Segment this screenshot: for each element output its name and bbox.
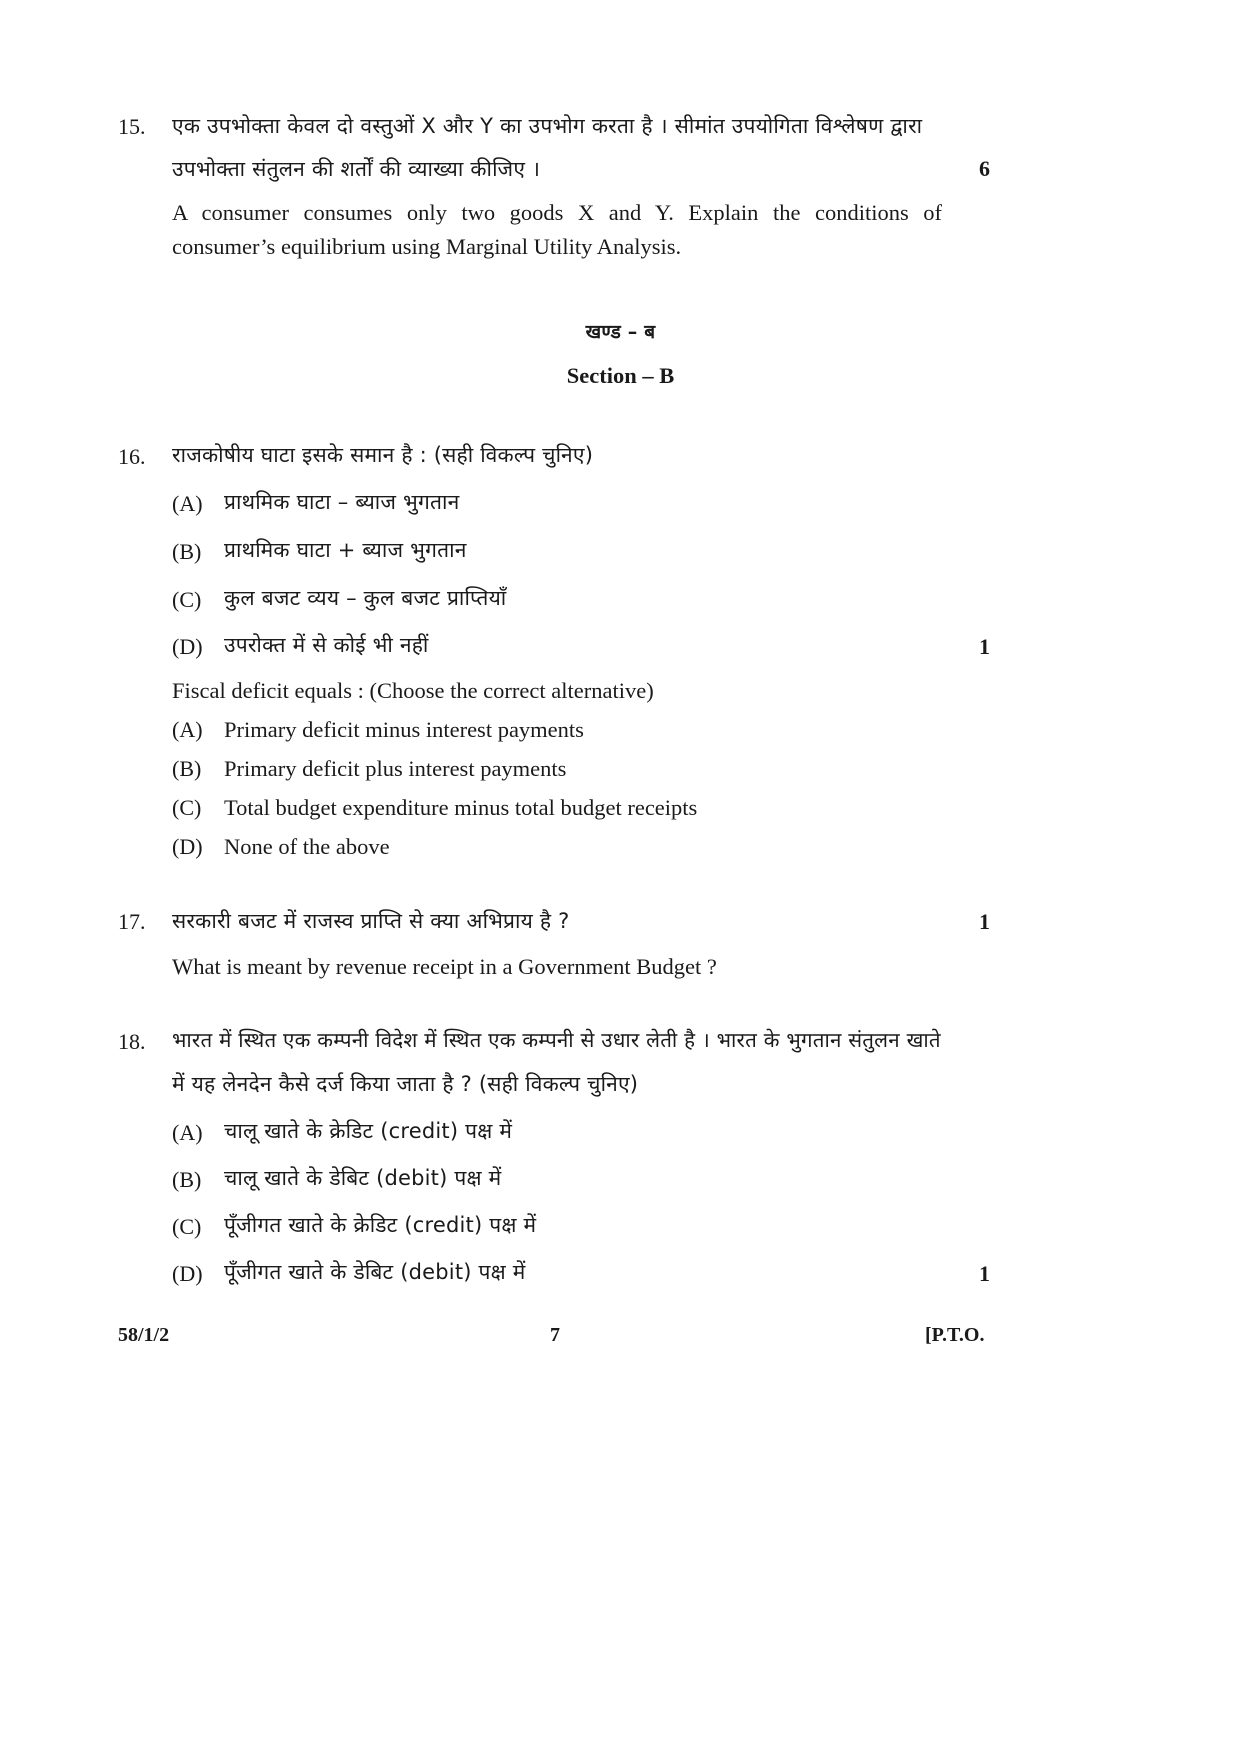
option-label: (B) [172,539,202,564]
marks: 1 [979,1261,990,1286]
option-text-hindi: कुल बजट व्यय – कुल बजट प्राप्तियाँ [224,586,507,610]
option-label: (A) [172,1120,203,1145]
question-number: 15. [118,114,146,139]
question-text-hindi: में यह लेनदेन कैसे दर्ज किया जाता है ? (सही विकल्प चुनिए) [172,1072,639,1096]
question-text-english: A consumer consumes only two goods X and Y. Explain the conditions of [172,200,942,225]
marks: 1 [979,634,990,659]
option-label: (A) [172,717,203,742]
option-text-hindi: पूँजीगत खाते के डेबिट (debit) पक्ष में [224,1260,526,1284]
option-text-hindi: उपरोक्त में से कोई भी नहीं [224,633,429,657]
question-number: 16. [118,444,146,469]
option-text-hindi: चालू खाते के डेबिट (debit) पक्ष में [224,1166,502,1190]
question-text-english: Fiscal deficit equals : (Choose the correct alternative) [172,678,654,703]
option-text-english: Primary deficit minus interest payments [224,717,584,742]
option-text-english: None of the above [224,834,390,859]
question-text-english: consumer’s equilibrium using Marginal Utility Analysis. [172,234,682,259]
pto-label: [P.T.O. [925,1324,985,1346]
question-text-hindi: एक उपभोक्ता केवल दो वस्तुओं X और Y का उपभोग करता है । सीमांत उपयोगिता विश्लेषण द्वारा [172,114,923,138]
option-label: (D) [172,834,203,859]
question-text-hindi: सरकारी बजट में राजस्व प्राप्ति से क्या अभिप्राय है ? [172,909,570,933]
option-text-hindi: पूँजीगत खाते के क्रेडिट (credit) पक्ष में [224,1213,537,1237]
question-number: 17. [118,909,146,934]
option-text-hindi: प्राथमिक घाटा – ब्याज भुगतान [224,490,460,514]
option-label: (B) [172,1167,202,1192]
option-text-english: Primary deficit plus interest payments [224,756,567,781]
marks: 1 [979,909,990,934]
question-text-hindi: भारत में स्थित एक कम्पनी विदेश में स्थित एक कम्पनी से उधार लेती है । भारत के भुगतान संतुलन खाते [172,1028,941,1052]
option-text-english: Total budget expenditure minus total budget receipts [224,795,698,820]
option-text-hindi: प्राथमिक घाटा + ब्याज भुगतान [224,538,467,562]
question-text-english: What is meant by revenue receipt in a Government Budget ? [172,954,717,979]
option-label: (D) [172,634,203,659]
section-title-english: Section – B [566,363,675,388]
option-text-hindi: चालू खाते के क्रेडिट (credit) पक्ष में [224,1119,513,1143]
option-label: (C) [172,587,202,612]
question-number: 18. [118,1029,146,1054]
paper-code: 58/1/2 [118,1324,170,1346]
option-label: (A) [172,491,203,516]
option-label: (D) [172,1261,203,1286]
marks: 6 [979,156,990,181]
page-number: 7 [550,1324,560,1346]
option-label: (C) [172,795,202,820]
option-label: (C) [172,1214,202,1239]
option-label: (B) [172,756,202,781]
section-title-hindi: खण्ड – ब [585,321,656,343]
question-text-hindi: राजकोषीय घाटा इसके समान है : (सही विकल्प चुनिए) [172,443,594,467]
question-text-hindi: उपभोक्ता संतुलन की शर्तों की व्याख्या कीजिए । [172,157,541,181]
